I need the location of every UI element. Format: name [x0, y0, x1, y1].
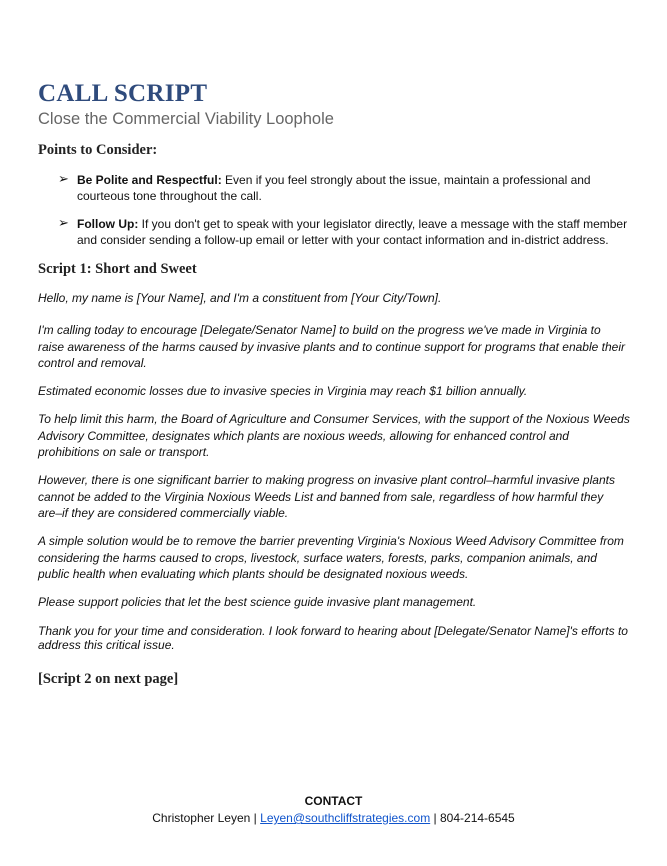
next-page-note: [Script 2 on next page]	[38, 671, 179, 687]
page-subtitle: Close the Commercial Viability Loophole	[38, 110, 334, 128]
list-item	[58, 172, 630, 204]
arrow-bullet-icon: ➢	[58, 172, 69, 187]
script-paragraph: To help limit this harm, the Board of Agriculture and Consumer Services, with the support of the Noxious Weeds Advisory Committee, designates which plants are noxious weeds, allowing for enhanced control and prohibitions on sale or transport.	[38, 412, 630, 459]
bullet-label: Follow Up:	[77, 217, 139, 231]
script-paragraph: However, there is one significant barrier to making progress on invasive plant control–harmful invasive plants cannot be added to the Virginia Noxious Weeds List and banned from sale, regardless of how harmful they are–if they are considered commercially viable.	[38, 473, 615, 520]
contact-phone: 804-214-6545	[440, 811, 515, 825]
bullet-text: Even if you feel strongly about the issue, maintain a professional and courteous tone throughout the call.	[77, 173, 591, 203]
bullet-text: If you don't get to speak with your legislator directly, leave a message with the staff member and consider sending a follow-up email or letter with your contact information and in-district address.	[77, 217, 628, 247]
contact-email-link[interactable]: Leyen@southcliffstrategies.com	[260, 811, 431, 825]
points-heading: Points to Consider:	[38, 142, 158, 158]
script-paragraph: Hello, my name is [Your Name], and I'm a constituent from [Your City/Town].	[38, 291, 442, 305]
contact-name: Christopher Leyen	[152, 811, 251, 825]
contact-line	[0, 811, 667, 825]
list-item	[58, 216, 630, 248]
script-paragraph: Please support policies that let the best science guide invasive plant management.	[38, 595, 477, 609]
contact-separator: |	[433, 811, 437, 825]
script-paragraph: I'm calling today to encourage [Delegate/Senator Name] to build on the progress we've made in Virginia to raise awareness of the harms caused by invasive plants and to continue support for programs that enable their control and removal.	[38, 323, 625, 370]
arrow-bullet-icon: ➢	[58, 216, 69, 231]
script-paragraph: Thank you for your time and consideration. I look forward to hearing about [Delegate/Senator Name]'s efforts to address this critical issue.	[38, 624, 628, 652]
script1-heading: Script 1: Short and Sweet	[38, 261, 197, 277]
script-paragraph: Estimated economic losses due to invasive species in Virginia may reach $1 billion annually.	[38, 384, 528, 398]
bullet-label: Be Polite and Respectful:	[77, 173, 222, 187]
page-title: CALL SCRIPT	[38, 80, 208, 107]
script-paragraph: A simple solution would be to remove the barrier preventing Virginia's Noxious Weed Advisory Committee from considering the harms caused to crops, livestock, surface waters, forests, parks, companion animals, and public health when evaluating which plants should be designated noxious weeds.	[38, 534, 624, 581]
contact-separator: |	[253, 811, 257, 825]
contact-heading: CONTACT	[304, 794, 363, 808]
